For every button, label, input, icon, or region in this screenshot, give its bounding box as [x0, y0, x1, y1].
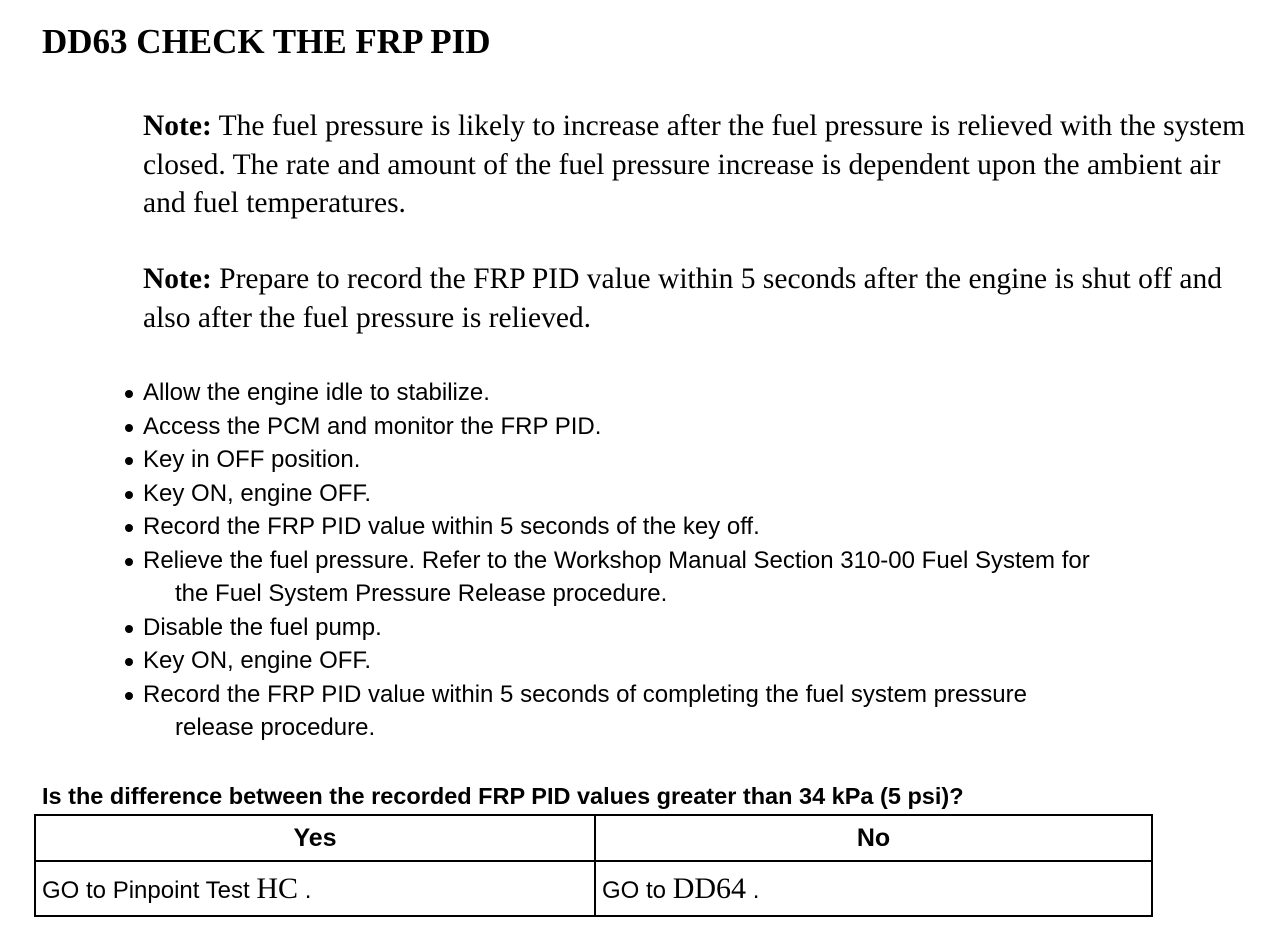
bullet-icon	[125, 625, 133, 633]
list-item	[124, 410, 1254, 444]
yes-action-text: GO to Pinpoint Test	[42, 876, 257, 904]
yes-action-cell	[35, 861, 595, 916]
step-text: Key ON, engine OFF.	[143, 647, 372, 674]
page-title: DD63 CHECK THE FRP PID	[42, 22, 491, 61]
step-text: Relieve the fuel pressure. Refer to the Workshop Manual Section 310-00 Fuel System for	[143, 546, 1090, 574]
bullet-icon	[125, 390, 133, 398]
list-item	[124, 678, 1254, 745]
table-header-row	[35, 815, 1152, 861]
note-text: Prepare to record the FRP PID value within 5 seconds after the engine is shut off and also after the fuel pressure is relieved.	[143, 263, 1222, 334]
decision-question: Is the difference between the recorded FRP PID values greater than 34 kPa (5 psi)?	[42, 783, 964, 809]
step-continuation: release procedure.	[175, 714, 376, 741]
step-text: Allow the engine idle to stabilize.	[143, 379, 490, 406]
list-item	[124, 644, 1254, 678]
step-continuation: the Fuel System Pressure Release procedure.	[175, 580, 668, 607]
no-action-suffix: .	[746, 876, 760, 904]
list-item	[124, 376, 1254, 410]
step-text: Record the FRP PID value within 5 seconds of the key off.	[143, 513, 760, 540]
list-item	[124, 477, 1254, 511]
note-label: Note:	[143, 110, 212, 142]
step-text: Disable the fuel pump.	[143, 613, 382, 641]
pinpoint-test-link[interactable]: HC	[256, 871, 299, 905]
yes-action-suffix: .	[298, 876, 312, 904]
bullet-icon	[125, 692, 133, 700]
note-text: The fuel pressure is likely to increase after the fuel pressure is relieved with the system closed. The rate and amount of the fuel pressure increase is dependent upon the ambient air and fuel temperatures.	[143, 110, 1246, 219]
note-label: Note:	[143, 263, 212, 295]
bullet-icon	[125, 658, 133, 666]
list-item	[124, 544, 1254, 611]
no-action-text: GO to	[602, 876, 673, 904]
note-2	[143, 260, 1253, 337]
list-item	[124, 443, 1254, 477]
bullet-icon	[125, 558, 133, 566]
step-text: Key in OFF position.	[143, 446, 361, 473]
step-text: Key ON, engine OFF.	[143, 479, 372, 507]
dd64-link[interactable]: DD64	[672, 871, 747, 905]
bullet-icon	[125, 457, 133, 465]
step-text: Record the FRP PID value within 5 seconds of completing the fuel system pressure	[143, 680, 1027, 708]
list-item	[124, 510, 1254, 544]
no-header: No	[595, 815, 1152, 861]
procedure-steps	[124, 376, 1254, 745]
bullet-icon	[125, 491, 133, 499]
table-row	[35, 861, 1152, 916]
step-text: Access the PCM and monitor the FRP PID.	[143, 412, 602, 440]
note-1	[143, 107, 1253, 223]
no-action-cell	[595, 861, 1152, 916]
list-item	[124, 611, 1254, 645]
bullet-icon	[125, 524, 133, 532]
bullet-icon	[125, 424, 133, 432]
yes-header: Yes	[35, 815, 595, 861]
decision-table	[34, 814, 1153, 917]
